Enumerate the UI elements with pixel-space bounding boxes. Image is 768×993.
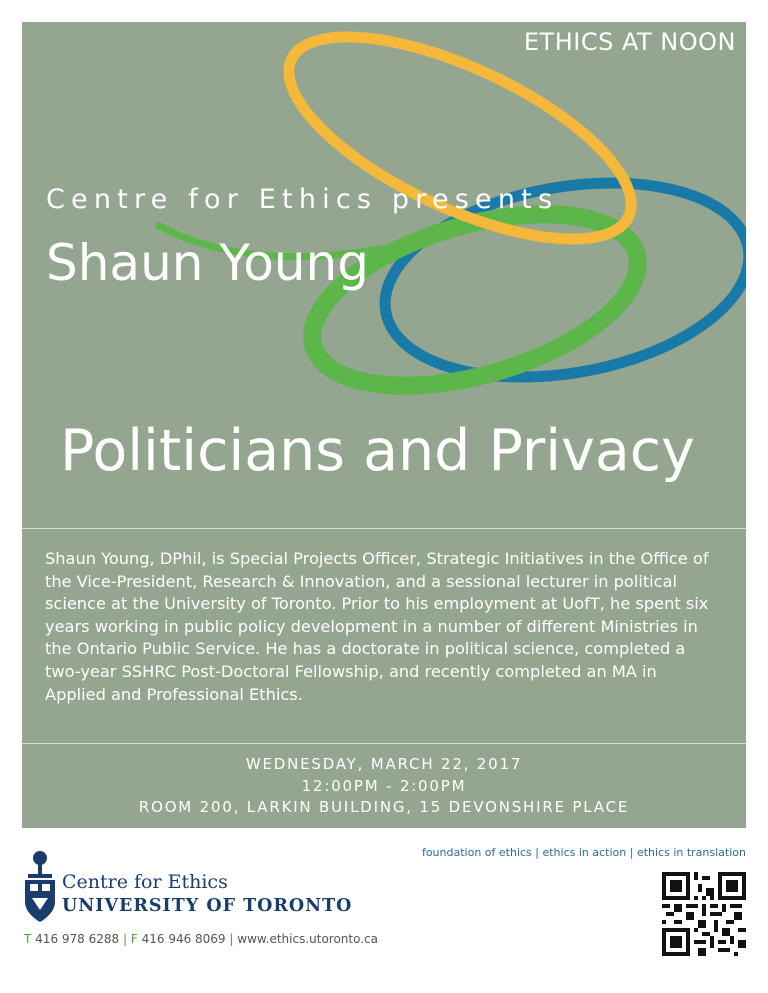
bio-line: Shaun Young, DPhil, is Special Projects Officer, Strategic Initiatives in the Office of (45, 549, 709, 568)
university-name: UNIVERSITY OF TORONTO (62, 896, 353, 916)
org-name: Centre for Ethics (62, 871, 228, 893)
bio-line: years working in public policy development in a number of different Ministries in (45, 616, 698, 636)
website-link[interactable]: www.ethics.utoronto.ca (237, 932, 378, 946)
divider-top (22, 528, 746, 529)
bio-line: science at the University of Toronto. Prior to his employment at UofT, he spent six (45, 594, 709, 614)
bio-line: two-year SSHRC Post-Doctoral Fellowship, and recently completed an MA in (45, 661, 657, 681)
poster-panel (22, 22, 746, 828)
university-crest-icon (22, 850, 58, 924)
event-time: 12:00PM - 2:00PM (301, 777, 467, 795)
event-date: WEDNESDAY, MARCH 22, 2017 (245, 755, 523, 773)
fax-label: F (130, 932, 138, 946)
fax-number: 416 946 8069 (141, 932, 226, 946)
bio-line: the Ontario Public Service. He has a doctorate in political science, completed a (45, 639, 686, 659)
event-location: ROOM 200, LARKIN BUILDING, 15 DEVONSHIRE PLACE (138, 798, 630, 816)
divider-bottom (22, 743, 746, 744)
speaker-name: Shaun Young (46, 234, 369, 292)
bio-line: the Vice-President, Research & Innovation, and a sessional lecturer in political (45, 571, 677, 591)
presenter-line: Centre for Ethics presents (46, 184, 559, 215)
phone-number: 416 978 6288 (35, 932, 120, 946)
speaker-bio (45, 548, 735, 706)
qr-code-icon (662, 872, 746, 956)
phone-label: T (24, 932, 32, 946)
talk-title: Politicians and Privacy (60, 418, 695, 484)
contact-line (24, 932, 378, 946)
separator: | (122, 932, 128, 946)
tagline: foundation of ethics | ethics in action | ethics in translation (421, 846, 746, 859)
series-title: ETHICS AT NOON (523, 28, 736, 56)
bio-line: Applied and Professional Ethics. (45, 684, 303, 704)
separator: | (229, 932, 234, 946)
